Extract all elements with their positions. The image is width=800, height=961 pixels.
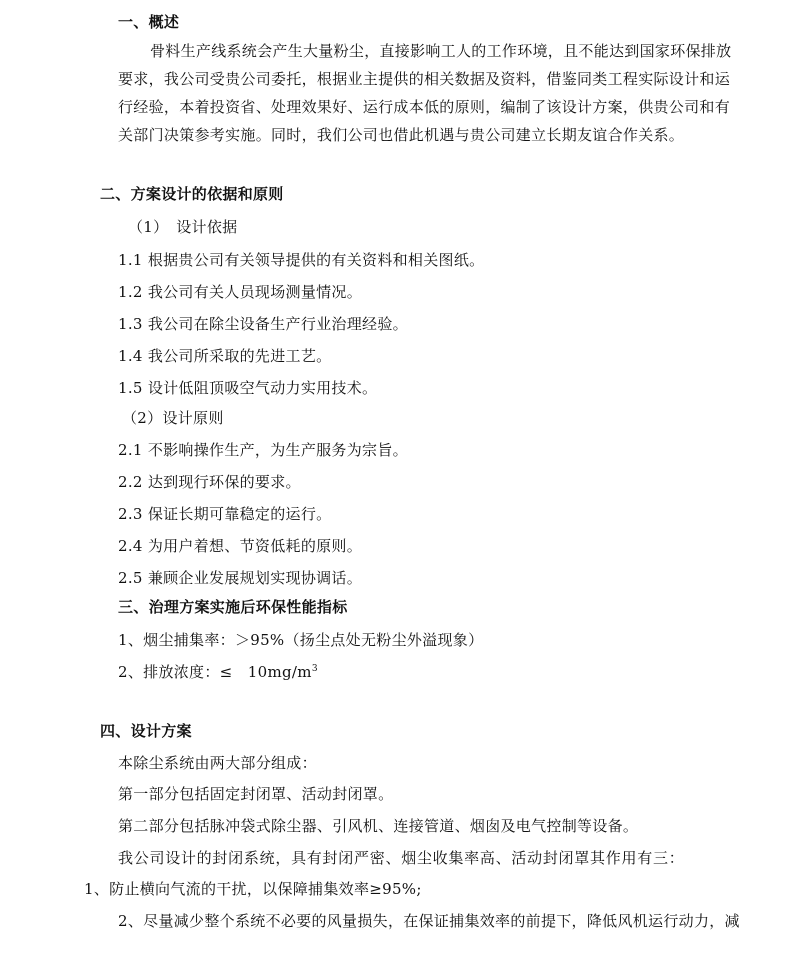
section4-line-2: 第一部分包括固定封闭罩、活动封闭罩。 xyxy=(118,785,394,803)
section4-line-5: 1、防止横向气流的干扰，以保障捕集效率≥95%; xyxy=(84,880,422,898)
section4-heading: 四、设计方案 xyxy=(100,722,192,740)
basis-item-3: 1.3 我公司在除尘设备生产行业治理经验。 xyxy=(118,315,408,333)
principle-item-5: 2.5 兼顾企业发展规划实现协调话。 xyxy=(118,569,363,587)
principle-item-1: 2.1 不影响操作生产，为生产服务为宗旨。 xyxy=(118,441,408,459)
section1-para-line-1: 骨料生产线系统会产生大量粉尘，直接影响工人的工作环境，且不能达到国家环保排放 xyxy=(150,42,732,60)
indicator-item-1: 1、烟尘捕集率：＞95%（扬尘点处无粉尘外溢现象） xyxy=(118,631,484,649)
principle-item-3: 2.3 保证长期可靠稳定的运行。 xyxy=(118,505,332,523)
section1-heading: 一、概述 xyxy=(118,13,180,31)
basis-item-5: 1.5 设计低阻顶吸空气动力实用技术。 xyxy=(118,379,378,397)
basis-item-1: 1.1 根据贵公司有关领导提供的有关资料和相关图纸。 xyxy=(118,251,485,269)
unit-superscript: 3 xyxy=(311,664,318,674)
principle-item-4: 2.4 为用户着想、节资低耗的原则。 xyxy=(118,537,363,555)
section1-para-line-2: 要求，我公司受贵公司委托，根据业主提供的相关数据及资料，借鉴同类工程实际设计和运 xyxy=(118,70,731,88)
section4-line-6: 2、尽量减少整个系统不必要的风量损失，在保证捕集效率的前提下，降低风机运行动力，减 xyxy=(118,912,740,930)
design-basis-title: （1） 设计依据 xyxy=(128,218,238,236)
indicator-item-2-text: 2、排放浓度：≤ 10mg/m xyxy=(118,663,312,681)
basis-item-2: 1.2 我公司有关人员现场测量情况。 xyxy=(118,283,363,301)
section4-line-4: 我公司设计的封闭系统，具有封闭严密、烟尘收集率高、活动封闭罩其作用有三： xyxy=(118,849,684,867)
design-principle-title: （2）设计原则 xyxy=(122,409,224,427)
indicator-item-2 xyxy=(118,662,318,682)
section3-heading: 三、治理方案实施后环保性能指标 xyxy=(118,598,348,616)
section1-para-line-3: 行经验，本着投资省、处理效果好、运行成本低的原则，编制了该设计方案，供贵公司和有 xyxy=(118,98,731,116)
section4-line-1: 本除尘系统由两大部分组成： xyxy=(118,754,317,772)
section2-heading: 二、方案设计的依据和原则 xyxy=(100,185,284,203)
section4-line-3: 第二部分包括脉冲袋式除尘器、引风机、连接管道、烟囱及电气控制等设备。 xyxy=(118,817,639,835)
basis-item-4: 1.4 我公司所采取的先进工艺。 xyxy=(118,347,332,365)
section1-para-line-4: 关部门决策参考实施。同时，我们公司也借此机遇与贵公司建立长期友谊合作关系。 xyxy=(118,126,685,144)
principle-item-2: 2.2 达到现行环保的要求。 xyxy=(118,473,301,491)
